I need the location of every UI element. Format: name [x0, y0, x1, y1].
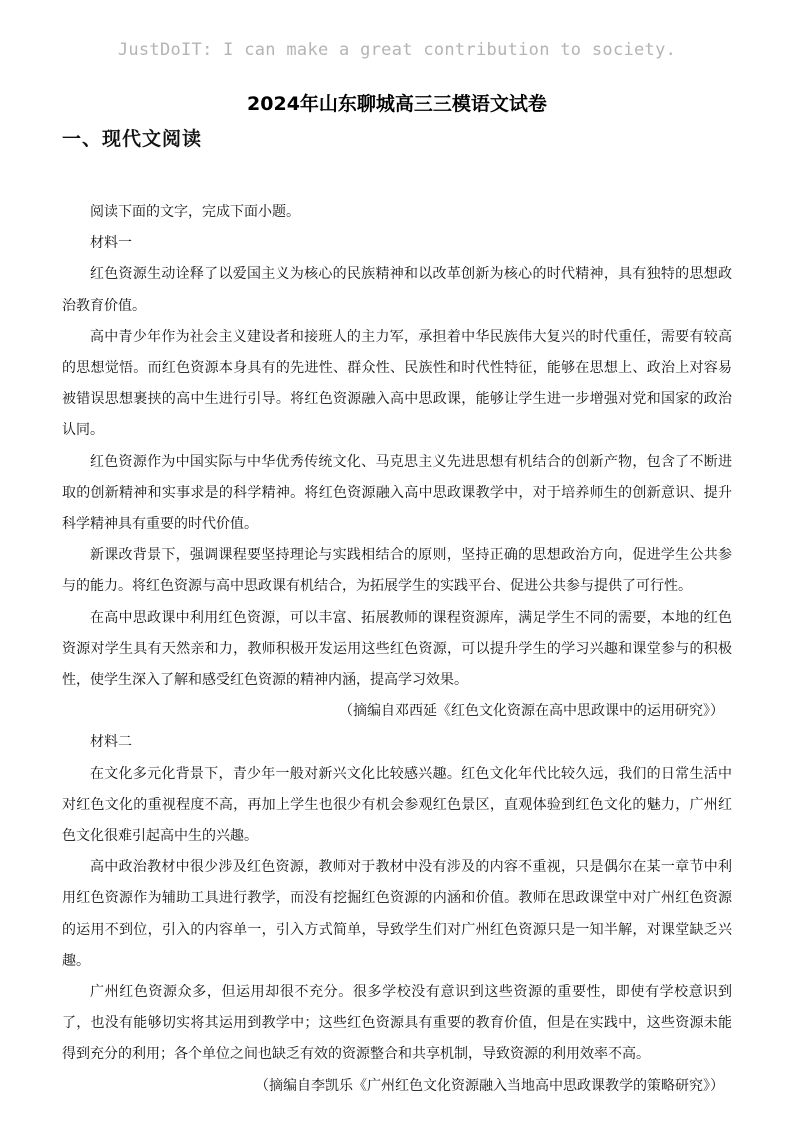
material1-paragraph: 新课改背景下，强调课程要坚持理论与实践相结合的原则，坚持正确的思想政治方向，促进学生公共参与的能力。将红色资源与高中思政课有机结合，为拓展学生的实践平台、促进公共参与提供了可行性。	[62, 547, 732, 595]
material1-paragraph: 在高中思政课中利用红色资源，可以丰富、拓展教师的课程资源库，满足学生不同的需要，本地的红色资源对学生具有天然亲和力，教师积极开发运用这些红色资源，可以提升学生的学习兴趣和课堂参与的积极性，使学生深入了解和感受红色资源的精神内涵，提高学习效果。	[62, 609, 732, 689]
page-title: 2024年山东聊城高三三模语文试卷	[247, 93, 547, 115]
reading-passage	[62, 197, 732, 1102]
material2-source: （摘编自李凯乐《广州红色文化资源融入当地高中思政课教学的策略研究》）	[255, 1077, 724, 1094]
material2-label: 材料二	[90, 734, 132, 751]
material1-label: 材料一	[90, 235, 132, 252]
material2-paragraph: 广州红色资源众多，但运用却很不充分。很多学校没有意识到这些资源的重要性，即使有学校意识到了，也没有能够切实将其运用到教学中；这些红色资源具有重要的教育价值，但是在实践中，这些资源未能得到充分的利用；各个单位之间也缺乏有效的资源整合和共享机制，导致资源的利用效率不高。	[62, 984, 732, 1063]
material1-source: （摘编自邓西延《红色文化资源在高中思政课中的运用研究》）	[339, 703, 724, 720]
material2-paragraph: 高中政治教材中很少涉及红色资源，教师对于教材中没有涉及的内容不重视，只是偶尔在某一章节中利用红色资源作为辅助工具进行教学，而没有挖掘红色资源的内涵和价值。教师在思政课堂中对广州红色资源的运用不到位，引入的内容单一，引入方式简单，导致学生们对广州红色资源只是一知半解，对课堂缺乏兴趣。	[62, 859, 732, 969]
watermark: JustDoIT: I can make a great contribution to society.	[117, 40, 677, 60]
instruction-text: 阅读下面的文字，完成下面小题。	[90, 204, 300, 220]
material1-paragraph: 红色资源作为中国实际与中华优秀传统文化、马克思主义先进思想有机结合的创新产物，包含了不断进取的创新精神和实事求是的科学精神。将红色资源融入高中思政课教学中，对于培养师生的创新意识、提升科学精神具有重要的时代价值。	[62, 453, 732, 533]
material2-paragraph: 在文化多元化背景下，青少年一般对新兴文化比较感兴趣。红色文化年代比较久远，我们的日常生活中对红色文化的重视程度不高，再加上学生也很少有机会参观红色景区，直观体验到红色文化的魅力，广州红色文化很难引起高中生的兴趣。	[62, 765, 732, 845]
material1-paragraph: 高中青少年作为社会主义建设者和接班人的主力军，承担着中华民族伟大复兴的时代重任，需要有较高的思想觉悟。而红色资源本身具有的先进性、群众性、民族性和时代性特征，能够在思想上、政治上对容易被错误思想裹挟的高中生进行引导。将红色资源融入高中思政课，能够让学生进一步增强对党和国家的政治认同。	[62, 328, 732, 439]
material1-paragraph: 红色资源生动诠释了以爱国主义为核心的民族精神和以改革创新为核心的时代精神，具有独特的思想政治教育价值。	[62, 266, 732, 314]
section-heading: 一、现代文阅读	[62, 128, 203, 150]
